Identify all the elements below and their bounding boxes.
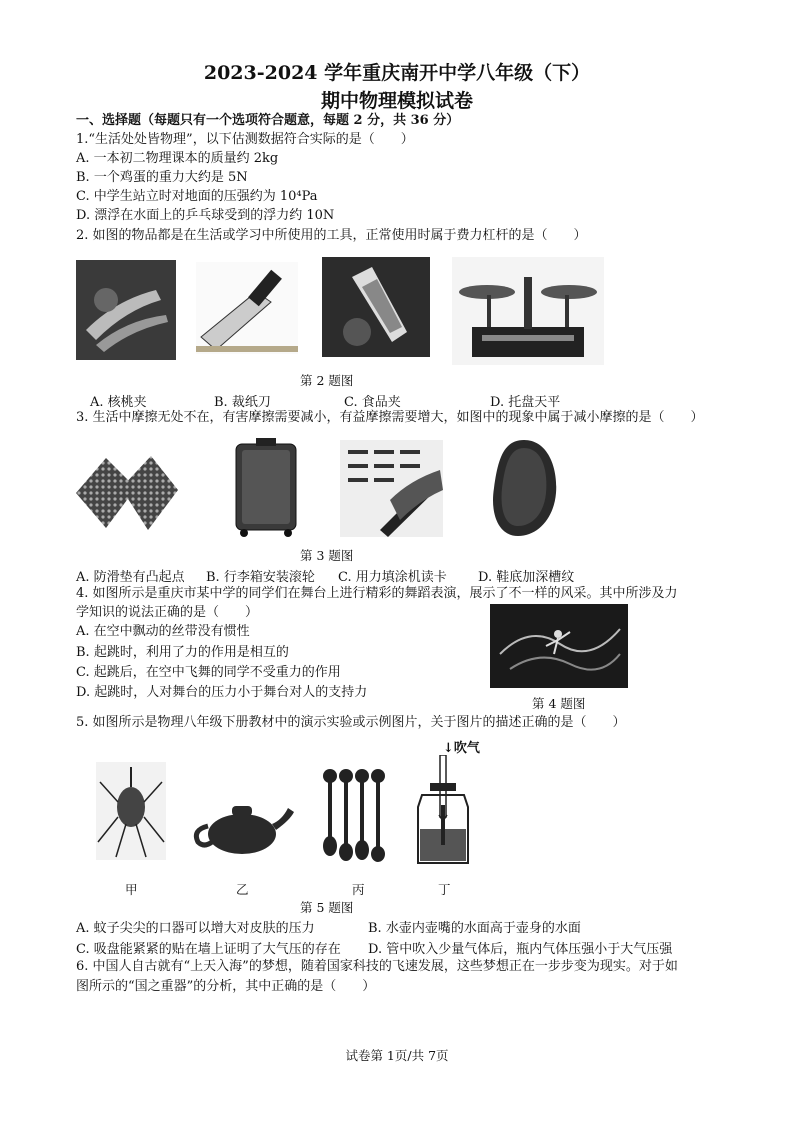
q3-option-b: B. 行李箱安装滚轮 (206, 570, 315, 585)
q6-stem-line1: 6. 中国人自古就有“上天入海”的梦想，随着国家科技的飞速发展，这些梦想正在一步步变为现实。对于如 (76, 959, 678, 974)
bottle-tube-image (414, 755, 472, 867)
q4-option-a: A. 在空中飘动的丝带没有惯性 (76, 624, 250, 639)
answer-card-image (340, 440, 443, 537)
exam-title-line2: 期中物理模拟试卷 (320, 90, 473, 112)
q5-option-c: C. 吸盘能紧紧的贴在墙上证明了大气压的存在 (76, 942, 341, 957)
section-heading: 一、选择题（每题只有一个选项符合题意，每题 2 分，共 36 分） (76, 113, 460, 128)
q5-option-d: D. 管中吹入少量气体后，瓶内气体压强小于大气压强 (368, 942, 673, 957)
q6-stem-line2: 图所示的“国之重器”的分析，其中正确的是（ ） (76, 979, 376, 994)
q1-option-b: B. 一个鸡蛋的重力大约是 5N (76, 170, 248, 185)
label-bing: 丙 (352, 882, 365, 897)
q5-option-a: A. 蚊子尖尖的口器可以增大对皮肤的压力 (76, 921, 315, 936)
q5-stem: 5. 如图所示是物理八年级下册教材中的演示实验或示例图片，关于图片的描述正确的是（ ） (76, 715, 626, 730)
q1-option-c: C. 中学生站立时对地面的压强约为 10⁴Pa (76, 189, 318, 204)
label-ding: 丁 (438, 882, 451, 897)
walnut-cracker-image (76, 260, 176, 360)
q3-figure-caption: 第 3 题图 (300, 548, 354, 563)
blow-label: ↓吹气 (443, 741, 480, 756)
luggage-image (232, 438, 300, 538)
shoe-sole-image (488, 438, 560, 538)
q3-stem: 3. 生活中摩擦无处不在，有害摩擦需要减小，有益摩擦需要增大，如图中的现象中属于减小摩擦的是（ ） (76, 410, 704, 425)
q4-stem-line1: 4. 如图所示是重庆市某中学的同学们在舞台上进行精彩的舞蹈表演，展示了不一样的风采。其中所涉及力 (76, 586, 678, 601)
q1-option-a: A. 一本初二物理课本的质量约 2kg (76, 151, 279, 166)
q2-option-a: A. 核桃夹 (90, 395, 147, 410)
tray-balance-image (452, 257, 604, 365)
q2-option-b: B. 裁纸刀 (214, 395, 271, 410)
label-jia: 甲 (125, 882, 138, 897)
q4-option-c: C. 起跳后，在空中飞舞的同学不受重力的作用 (76, 665, 341, 680)
paper-cutter-image (196, 262, 298, 354)
q4-option-d: D. 起跳时，人对舞台的压力小于舞台对人的支持力 (76, 685, 368, 700)
q3-option-a: A. 防滑垫有凸起点 (76, 570, 185, 585)
teapot-image (192, 800, 296, 856)
q4-figure-caption: 第 4 题图 (532, 696, 586, 711)
exam-title-line1: 2023-2024 学年重庆南开中学八年级（下） (203, 62, 591, 84)
label-yi: 乙 (236, 882, 249, 897)
antislip-mat-image (76, 448, 178, 536)
food-tongs-image (322, 257, 430, 357)
q2-option-c: C. 食品夹 (344, 395, 401, 410)
mosquito-image (96, 762, 166, 860)
q5-option-b: B. 水壶内壶嘴的水面高于壶身的水面 (368, 921, 581, 936)
page-footer: 试卷第 1页/共 7页 (345, 1048, 449, 1063)
q5-figure-caption: 第 5 题图 (300, 900, 354, 915)
q3-option-c: C. 用力填涂机读卡 (338, 570, 447, 585)
q2-figure-caption: 第 2 题图 (300, 373, 354, 388)
q2-stem: 2. 如图的物品都是在生活或学习中所使用的工具，正常使用时属于费力杠杆的是（ ） (76, 228, 587, 243)
q2-option-d: D. 托盘天平 (490, 395, 561, 410)
q4-option-b: B. 起跳时，利用了力的作用是相互的 (76, 645, 289, 660)
q1-stem: 1.“生活处处皆物理”，以下估测数据符合实际的是（ ） (76, 132, 414, 147)
q1-option-d: D. 漂浮在水面上的乒乓球受到的浮力约 10N (76, 208, 335, 223)
q4-stem-line2: 学知识的说法正确的是（ ） (76, 605, 259, 620)
suction-hooks-image (320, 766, 388, 862)
q3-option-d: D. 鞋底加深槽纹 (478, 570, 575, 585)
dance-performance-image (490, 604, 628, 688)
